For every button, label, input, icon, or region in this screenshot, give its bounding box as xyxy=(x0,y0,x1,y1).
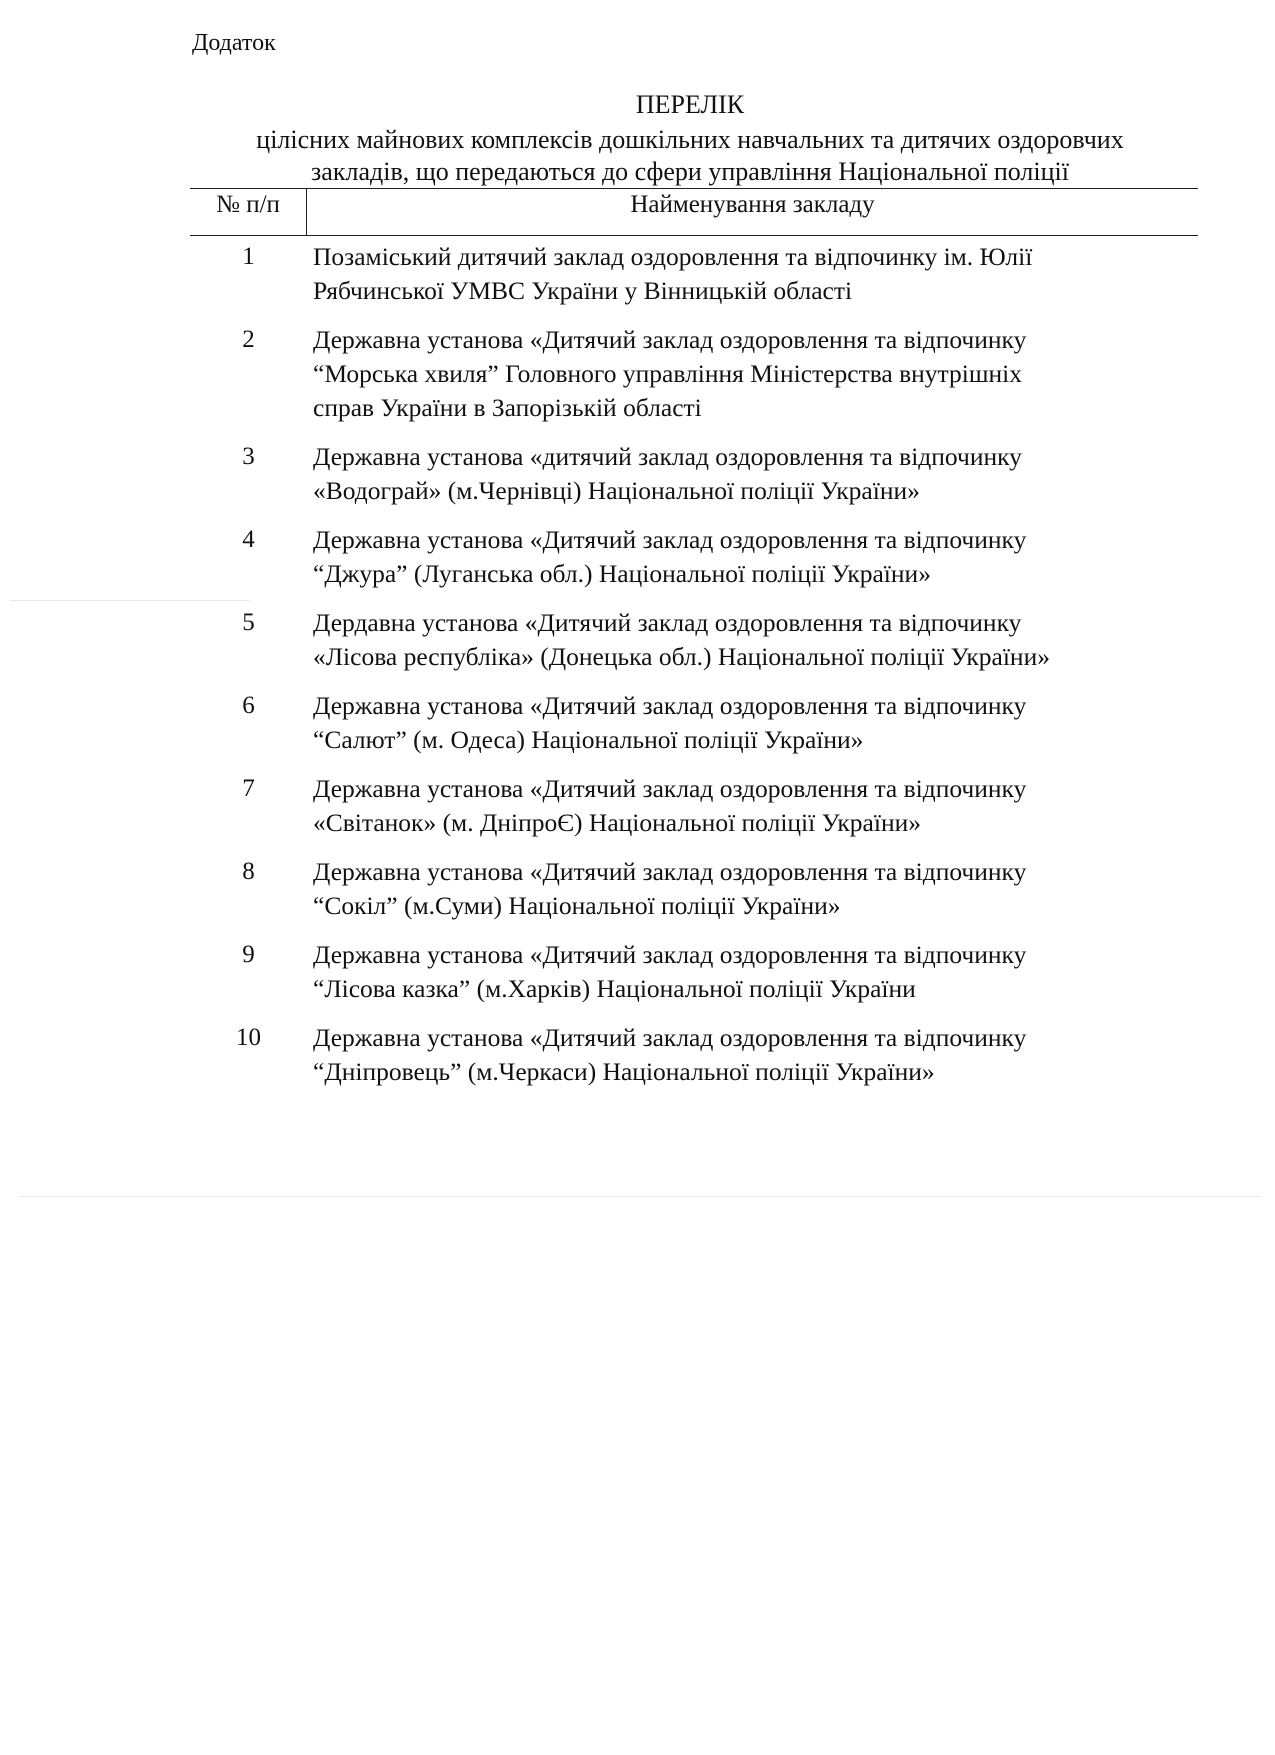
row-name-line: «Лісова республіка» (Донецька обл.) Національної поліції України» xyxy=(313,642,1050,671)
row-name xyxy=(307,606,1198,674)
row-number: 3 xyxy=(242,443,255,470)
table-body xyxy=(190,240,1198,1089)
row-name xyxy=(307,523,1198,591)
row-name-line: Державна установа «Дитячий заклад оздоровлення та відпочинку xyxy=(313,940,1027,969)
row-name-line: «Водограй» (м.Чернівці) Національної поліції України» xyxy=(313,476,920,505)
row-name-line: Державна установа «Дитячий заклад оздоровлення та відпочинку xyxy=(313,525,1027,554)
row-name-line: Позаміський дитячий заклад оздоровлення та відпочинку ім. Юлії xyxy=(313,242,1033,271)
row-name-line: справ України в Запорізькій області xyxy=(313,393,702,422)
row-name-line: “Морська хвиля” Головного управління Міністерства внутрішніх xyxy=(313,359,1022,388)
table-row xyxy=(190,855,1198,923)
row-number: 6 xyxy=(242,692,255,719)
row-name-line: “Сокіл” (м.Суми) Національної поліції України» xyxy=(313,891,841,920)
row-name xyxy=(307,1021,1198,1089)
row-number: 7 xyxy=(242,775,255,802)
row-number: 4 xyxy=(242,526,255,553)
row-name xyxy=(307,689,1198,757)
document-subtitle xyxy=(190,124,1190,188)
table-row xyxy=(190,240,1198,308)
row-number: 10 xyxy=(236,1024,261,1051)
row-name-line: «Світанок» (м. ДніпроЄ) Національної поліції України» xyxy=(313,808,921,837)
row-name-line: Рябчинської УМВС України у Вінницькій області xyxy=(313,276,853,305)
row-number: 9 xyxy=(242,941,255,968)
institutions-table xyxy=(190,188,1198,1104)
row-name-line: “Лісова казка” (м.Харків) Національної поліції України xyxy=(313,974,916,1003)
row-number: 1 xyxy=(242,243,255,270)
row-name-line: “Салют” (м. Одеса) Національної поліції України» xyxy=(313,725,864,754)
row-name xyxy=(307,440,1198,508)
table-row xyxy=(190,1021,1198,1089)
row-name xyxy=(307,855,1198,923)
subtitle-line: цілісних майнових комплексів дошкільних навчальних та дитячих оздоровчих xyxy=(256,125,1124,154)
row-name-line: Державна установа «Дитячий заклад оздоровлення та відпочинку xyxy=(313,774,1027,803)
table-row xyxy=(190,772,1198,840)
table-row xyxy=(190,689,1198,757)
scan-artifact-line xyxy=(20,1196,1260,1197)
row-name xyxy=(307,772,1198,840)
document-title: ПЕРЕЛІК xyxy=(635,90,745,119)
row-name xyxy=(307,323,1198,425)
table-row xyxy=(190,523,1198,591)
scan-artifact-line xyxy=(10,600,250,601)
addendum-label: Додаток xyxy=(192,30,276,56)
row-name-line: Державна установа «дитячий заклад оздоровлення та відпочинку xyxy=(313,442,1022,471)
row-number: 2 xyxy=(242,326,255,353)
row-name-line: “Дніпровець” (м.Черкаси) Національної поліції України» xyxy=(313,1057,935,1086)
table-row xyxy=(190,440,1198,508)
row-name-line: Державна установа «Дитячий заклад оздоровлення та відпочинку xyxy=(313,1023,1027,1052)
table-header xyxy=(190,188,1198,236)
table-row xyxy=(190,938,1198,1006)
row-name xyxy=(307,240,1198,308)
row-name-line: “Джура” (Луганська обл.) Національної поліції України» xyxy=(313,559,931,588)
row-name-line: Дердавна установа «Дитячий заклад оздоровлення та відпочинку xyxy=(313,608,1022,637)
row-name-line: Державна установа «Дитячий заклад оздоровлення та відпочинку xyxy=(313,325,1027,354)
column-header-name: Найменування закладу xyxy=(630,191,875,218)
table-row xyxy=(190,323,1198,425)
subtitle-line: закладів, що передаються до сфери управління Національної поліції xyxy=(311,157,1069,186)
row-number: 5 xyxy=(242,609,255,636)
row-name xyxy=(307,938,1198,1006)
row-number: 8 xyxy=(242,858,255,885)
table-row xyxy=(190,606,1198,674)
row-name-line: Державна установа «Дитячий заклад оздоровлення та відпочинку xyxy=(313,857,1027,886)
column-header-number: № п/п xyxy=(190,189,307,235)
row-name-line: Державна установа «Дитячий заклад оздоровлення та відпочинку xyxy=(313,691,1027,720)
